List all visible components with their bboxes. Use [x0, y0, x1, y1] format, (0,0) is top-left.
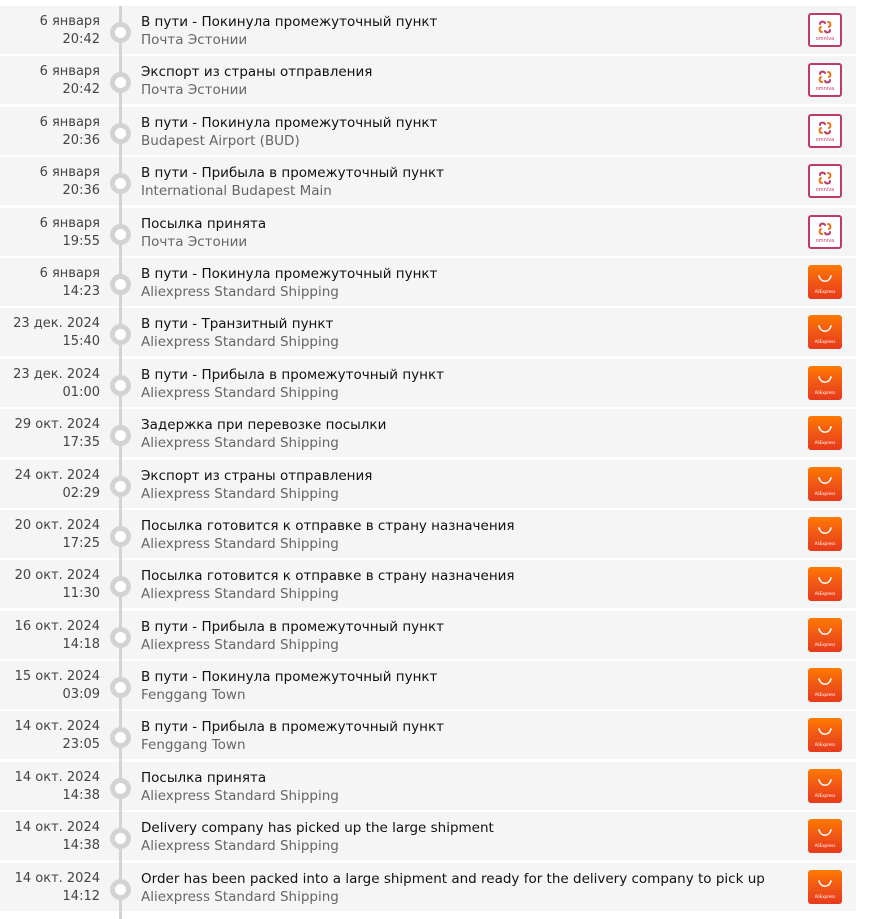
event-location: Почта Эстонии	[141, 82, 248, 99]
timeline-dot-icon	[110, 375, 131, 396]
omniva-mark-icon	[818, 20, 832, 34]
event-datetime	[0, 63, 100, 99]
tracking-event-row	[0, 560, 856, 608]
aliexpress-logo-icon[interactable]	[808, 315, 842, 349]
aliexpress-logo-icon[interactable]	[808, 517, 842, 551]
event-status: Delivery company has picked up the large shipment	[141, 820, 494, 837]
event-info	[141, 467, 796, 503]
event-info	[141, 265, 796, 301]
event-location: Aliexpress Standard Shipping	[141, 435, 339, 452]
aliexpress-wordmark: AliExpress	[814, 288, 836, 294]
timeline-dot-icon	[110, 476, 131, 497]
event-status: В пути - Покинула промежуточный пункт	[141, 265, 438, 282]
aliexpress-smile-icon	[817, 778, 833, 788]
event-time: 17:35	[62, 435, 100, 451]
event-date: 6 января	[39, 64, 100, 80]
aliexpress-smile-icon	[817, 727, 833, 737]
event-date: 20 окт. 2024	[14, 517, 100, 533]
event-location: Почта Эстонии	[141, 233, 248, 250]
event-date: 14 окт. 2024	[14, 820, 100, 836]
aliexpress-smile-icon	[817, 576, 833, 586]
event-status: В пути - Прибыла в промежуточный пункт	[141, 366, 444, 383]
event-info	[141, 114, 796, 150]
event-status: В пути - Прибыла в промежуточный пункт	[141, 618, 444, 635]
tracking-event-row	[0, 611, 856, 659]
event-time: 14:18	[62, 636, 100, 652]
event-date: 23 дек. 2024	[13, 366, 100, 382]
omniva-logo-icon[interactable]	[808, 114, 842, 148]
aliexpress-wordmark: AliExpress	[814, 792, 836, 798]
aliexpress-wordmark: AliExpress	[814, 843, 836, 849]
tracking-event-row	[0, 510, 856, 558]
timeline-dot-icon	[110, 123, 131, 144]
event-time: 20:36	[62, 183, 100, 199]
event-location: Fenggang Town	[141, 687, 246, 704]
tracking-event-row	[0, 762, 856, 810]
timeline-dot-icon	[110, 576, 131, 597]
event-datetime	[0, 13, 100, 49]
event-date: 14 окт. 2024	[14, 870, 100, 886]
tracking-event-row	[0, 107, 856, 155]
tracking-event-row	[0, 359, 856, 407]
tracking-event-row	[0, 711, 856, 759]
event-datetime	[0, 870, 100, 906]
aliexpress-logo-icon[interactable]	[808, 718, 842, 752]
event-datetime	[0, 215, 100, 251]
aliexpress-wordmark: AliExpress	[814, 440, 836, 446]
event-location: Aliexpress Standard Shipping	[141, 888, 339, 905]
tracking-timeline	[0, 6, 856, 911]
aliexpress-smile-icon	[817, 627, 833, 637]
event-info	[141, 769, 796, 805]
event-info	[141, 517, 796, 553]
event-datetime	[0, 517, 100, 553]
timeline-dot-icon	[110, 173, 131, 194]
event-status: В пути - Транзитный пункт	[141, 316, 334, 333]
timeline-dot-icon	[110, 425, 131, 446]
aliexpress-logo-icon[interactable]	[808, 618, 842, 652]
aliexpress-logo-icon[interactable]	[808, 416, 842, 450]
event-datetime	[0, 567, 100, 603]
timeline-dot-icon	[110, 324, 131, 345]
event-datetime	[0, 467, 100, 503]
event-date: 16 окт. 2024	[14, 618, 100, 634]
event-status: Посылка принята	[141, 769, 267, 786]
event-status: Экспорт из страны отправления	[141, 467, 373, 484]
aliexpress-smile-icon	[817, 526, 833, 536]
event-datetime	[0, 819, 100, 855]
event-info	[141, 718, 796, 754]
event-status: Order has been packed into a large shipment and ready for the delivery company to pick up	[141, 870, 765, 887]
event-time: 14:38	[62, 787, 100, 803]
tracking-event-row	[0, 661, 856, 709]
event-location: Aliexpress Standard Shipping	[141, 787, 339, 804]
omniva-mark-icon	[818, 121, 832, 135]
aliexpress-wordmark: AliExpress	[814, 893, 836, 899]
aliexpress-wordmark: AliExpress	[814, 389, 836, 395]
event-date: 14 окт. 2024	[14, 719, 100, 735]
events-list	[0, 6, 856, 911]
aliexpress-logo-icon[interactable]	[808, 265, 842, 299]
event-status: Задержка при перевозке посылки	[141, 417, 387, 434]
tracking-event-row	[0, 409, 856, 457]
event-location: Aliexpress Standard Shipping	[141, 535, 339, 552]
event-location: Aliexpress Standard Shipping	[141, 636, 339, 653]
aliexpress-logo-icon[interactable]	[808, 769, 842, 803]
event-date: 6 января	[39, 165, 100, 181]
event-datetime	[0, 366, 100, 402]
timeline-dot-icon	[110, 224, 131, 245]
omniva-mark-icon	[818, 222, 832, 236]
aliexpress-smile-icon	[817, 425, 833, 435]
event-info	[141, 315, 796, 351]
event-status: Экспорт из страны отправления	[141, 64, 373, 81]
timeline-dot-icon	[110, 72, 131, 93]
event-info	[141, 416, 796, 452]
event-datetime	[0, 769, 100, 805]
aliexpress-wordmark: AliExpress	[814, 591, 836, 597]
event-date: 20 окт. 2024	[14, 568, 100, 584]
omniva-logo-icon[interactable]	[808, 164, 842, 198]
event-location: Aliexpress Standard Shipping	[141, 283, 339, 300]
event-status: Посылка готовится к отправке в страну назначения	[141, 517, 515, 534]
timeline-dot-icon	[110, 22, 131, 43]
event-location: Budapest Airport (BUD)	[141, 132, 300, 149]
tracking-event-row	[0, 157, 856, 205]
aliexpress-logo-icon[interactable]	[808, 819, 842, 853]
aliexpress-smile-icon	[817, 324, 833, 334]
omniva-logo-icon[interactable]	[808, 63, 842, 97]
aliexpress-logo-icon[interactable]	[808, 567, 842, 601]
event-time: 02:29	[62, 485, 100, 501]
tracking-event-row	[0, 863, 856, 911]
event-info	[141, 13, 796, 49]
event-location: Aliexpress Standard Shipping	[141, 838, 339, 855]
event-datetime	[0, 315, 100, 351]
event-info	[141, 819, 796, 855]
event-date: 24 окт. 2024	[14, 467, 100, 483]
timeline-dot-icon	[110, 879, 131, 900]
event-time: 11:30	[62, 586, 100, 602]
omniva-wordmark: omniva	[815, 237, 835, 244]
event-time: 03:09	[62, 687, 100, 703]
event-time: 14:12	[62, 888, 100, 904]
event-time: 20:42	[62, 82, 100, 98]
event-datetime	[0, 265, 100, 301]
event-date: 14 окт. 2024	[14, 769, 100, 785]
timeline-dot-icon	[110, 727, 131, 748]
event-location: Aliexpress Standard Shipping	[141, 334, 339, 351]
event-date: 6 января	[39, 114, 100, 130]
omniva-wordmark: omniva	[815, 86, 835, 93]
event-date: 29 окт. 2024	[14, 417, 100, 433]
omniva-logo-icon[interactable]	[808, 215, 842, 249]
tracking-event-row	[0, 56, 856, 104]
omniva-mark-icon	[818, 171, 832, 185]
tracking-event-row	[0, 258, 856, 306]
event-info	[141, 366, 796, 402]
aliexpress-wordmark: AliExpress	[814, 692, 836, 698]
event-date: 15 окт. 2024	[14, 669, 100, 685]
event-datetime	[0, 114, 100, 150]
event-date: 6 января	[39, 265, 100, 281]
tracking-event-row	[0, 460, 856, 508]
timeline-dot-icon	[110, 526, 131, 547]
aliexpress-smile-icon	[817, 375, 833, 385]
event-info	[141, 215, 796, 251]
event-time: 17:25	[62, 535, 100, 551]
event-status: В пути - Прибыла в промежуточный пункт	[141, 719, 444, 736]
tracking-event-row	[0, 308, 856, 356]
event-datetime	[0, 668, 100, 704]
omniva-logo-icon[interactable]	[808, 13, 842, 47]
event-location: Fenggang Town	[141, 737, 246, 754]
aliexpress-logo-icon[interactable]	[808, 668, 842, 702]
aliexpress-wordmark: AliExpress	[814, 641, 836, 647]
timeline-dot-icon	[110, 778, 131, 799]
event-status: В пути - Покинула промежуточный пункт	[141, 669, 438, 686]
event-time: 20:36	[62, 132, 100, 148]
event-time: 20:42	[62, 32, 100, 47]
timeline-dot-icon	[110, 274, 131, 295]
event-info	[141, 63, 796, 99]
aliexpress-logo-icon[interactable]	[808, 366, 842, 400]
event-time: 15:40	[62, 334, 100, 350]
event-date: 6 января	[39, 215, 100, 231]
event-time: 14:38	[62, 838, 100, 854]
aliexpress-smile-icon	[817, 476, 833, 486]
event-datetime	[0, 164, 100, 200]
event-info	[141, 567, 796, 603]
event-time: 19:55	[62, 233, 100, 249]
event-info	[141, 870, 796, 906]
aliexpress-wordmark: AliExpress	[814, 742, 836, 748]
aliexpress-smile-icon	[817, 274, 833, 284]
event-date: 23 дек. 2024	[13, 316, 100, 332]
event-status: В пути - Покинула промежуточный пункт	[141, 14, 438, 30]
event-info	[141, 618, 796, 654]
event-time: 01:00	[62, 384, 100, 400]
event-status: Посылка готовится к отправке в страну назначения	[141, 568, 515, 585]
tracking-event-row	[0, 6, 856, 54]
event-location: Aliexpress Standard Shipping	[141, 586, 339, 603]
aliexpress-smile-icon	[817, 879, 833, 889]
omniva-wordmark: omniva	[815, 187, 835, 194]
event-time: 23:05	[62, 737, 100, 753]
timeline-dot-icon	[110, 828, 131, 849]
event-status: В пути - Прибыла в промежуточный пункт	[141, 165, 444, 182]
event-info	[141, 668, 796, 704]
event-datetime	[0, 618, 100, 654]
omniva-wordmark: omniva	[815, 36, 835, 42]
event-status: Посылка принята	[141, 215, 267, 232]
event-datetime	[0, 718, 100, 754]
tracking-event-row	[0, 812, 856, 860]
timeline-dot-icon	[110, 627, 131, 648]
aliexpress-wordmark: AliExpress	[814, 339, 836, 345]
tracking-event-row	[0, 208, 856, 256]
event-status: В пути - Покинула промежуточный пункт	[141, 114, 438, 131]
aliexpress-smile-icon	[817, 828, 833, 838]
event-date: 6 января	[39, 14, 100, 29]
event-datetime	[0, 416, 100, 452]
aliexpress-logo-icon[interactable]	[808, 870, 842, 904]
omniva-mark-icon	[818, 70, 832, 84]
aliexpress-logo-icon[interactable]	[808, 467, 842, 501]
event-time: 14:23	[62, 283, 100, 299]
event-location: Почта Эстонии	[141, 32, 248, 48]
aliexpress-wordmark: AliExpress	[814, 540, 836, 546]
event-location: International Budapest Main	[141, 183, 332, 200]
omniva-wordmark: omniva	[815, 136, 835, 143]
event-location: Aliexpress Standard Shipping	[141, 485, 339, 502]
event-info	[141, 164, 796, 200]
timeline-dot-icon	[110, 677, 131, 698]
event-location: Aliexpress Standard Shipping	[141, 384, 339, 401]
aliexpress-smile-icon	[817, 677, 833, 687]
aliexpress-wordmark: AliExpress	[814, 490, 836, 496]
